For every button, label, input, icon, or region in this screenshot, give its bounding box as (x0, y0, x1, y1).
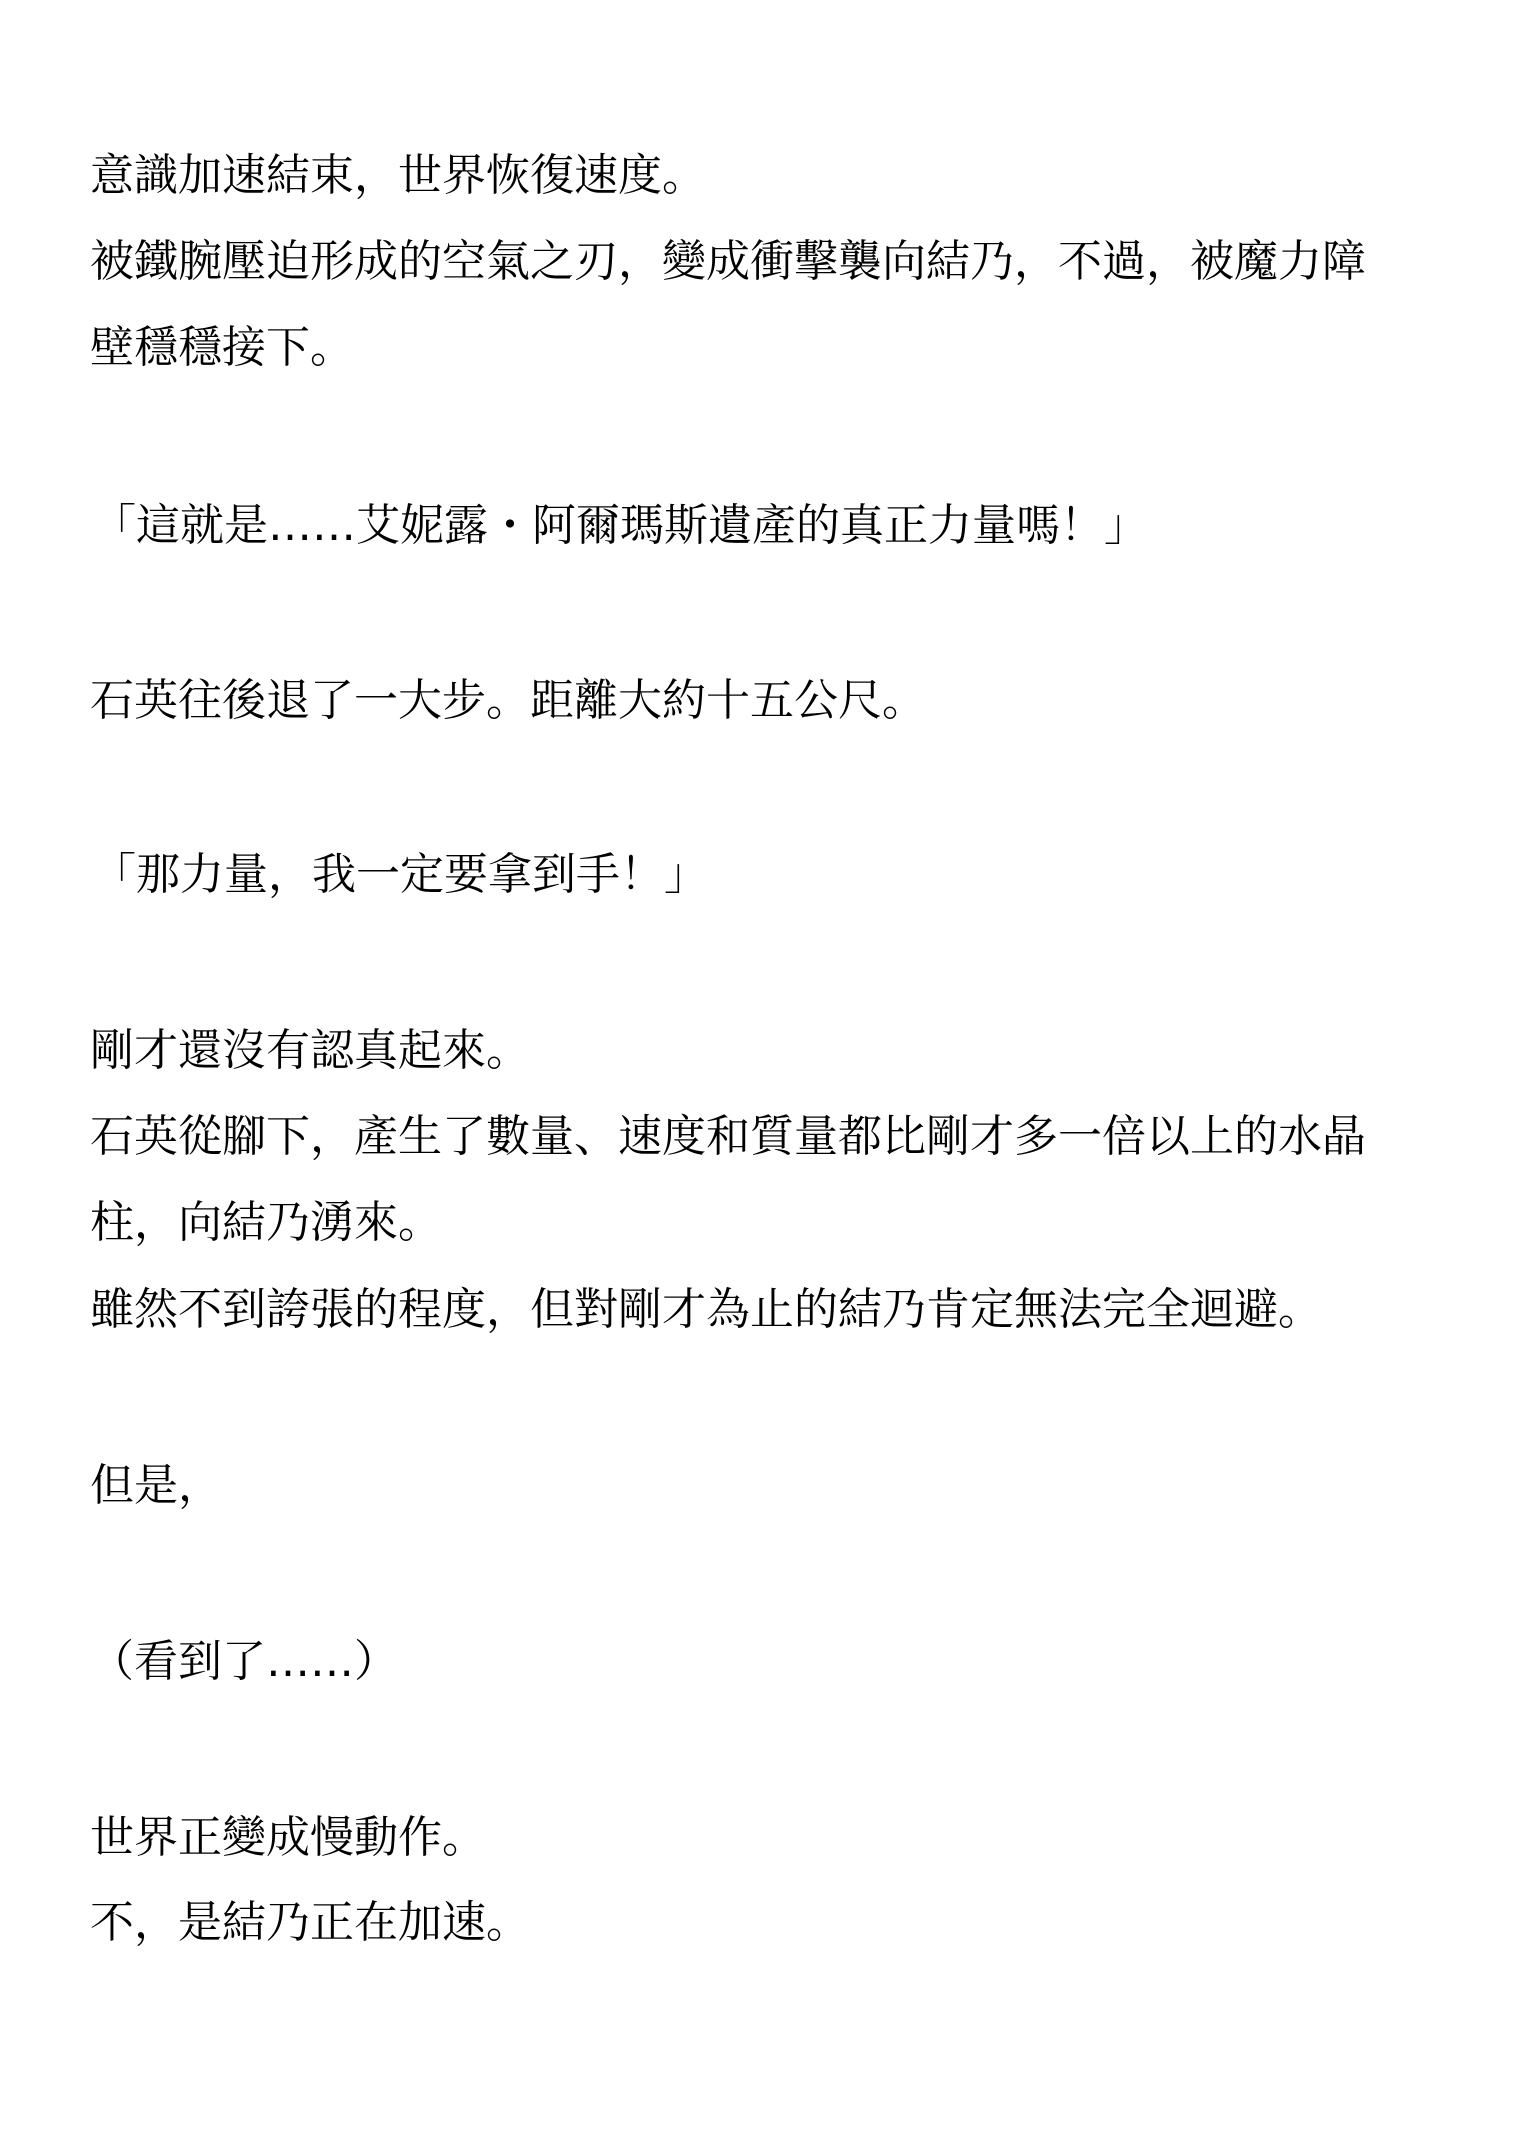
dialogue-line: 「這就是……艾妮露・阿爾瑪斯遺產的真正力量嗎！」 (92, 500, 1148, 551)
text-line: 壁穩穩接下。 (90, 322, 354, 373)
text-line: 柱，向結乃湧來。 (90, 1197, 442, 1248)
text-line: 石英從腳下，產生了數量、速度和質量都比剛才多一倍以上的水晶 (90, 1111, 1366, 1162)
text-line: 被鐵腕壓迫形成的空氣之刃，變成衝擊襲向結乃，不過，被魔力障 (90, 236, 1366, 287)
text-line: 不，是結乃正在加速。 (90, 1897, 530, 1948)
thought-line: （看到了……） (90, 1636, 398, 1687)
dialogue-line: 「那力量，我一定要拿到手！」 (92, 849, 708, 900)
text-line: 意識加速結束，世界恢復速度。 (90, 150, 706, 201)
text-line: 雖然不到誇張的程度，但對剛才為止的結乃肯定無法完全迴避。 (90, 1284, 1322, 1335)
text-line: 石英往後退了一大步。距離大約十五公尺。 (90, 675, 926, 726)
text-line: 但是， (90, 1460, 222, 1511)
text-line: 剛才還沒有認真起來。 (90, 1025, 530, 1076)
text-line: 世界正變成慢動作。 (90, 1812, 486, 1863)
